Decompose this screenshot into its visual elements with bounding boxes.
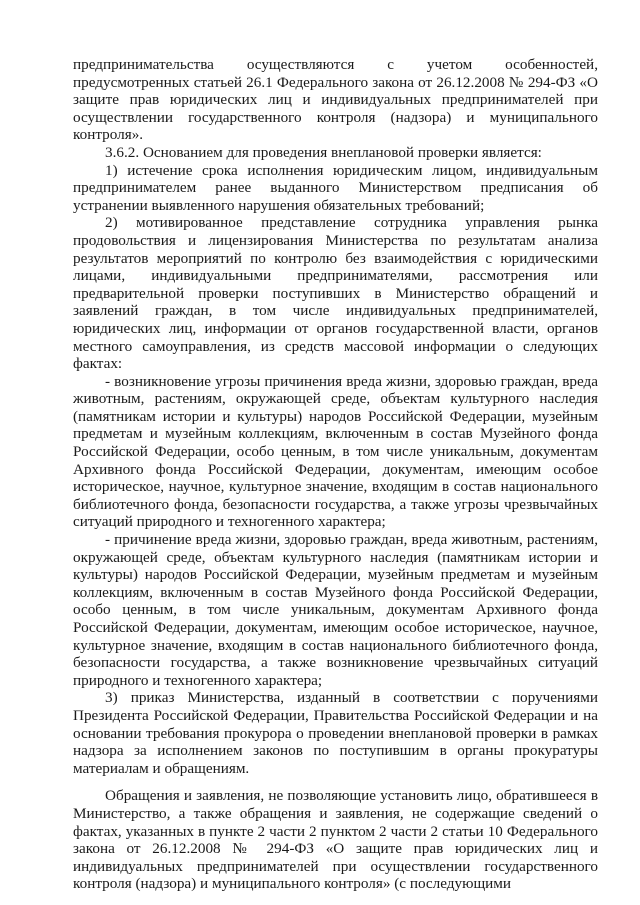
paragraph-continuation: предпринимательства осуществляются с учетом особенностей, предусмотренных статьей 26.1 Федерального закона от 26.12.2008 № 294-ФЗ «О защите прав юридических лиц и индивидуальных предпринимателей при осуществлении государственного контроля (надзора) и муниципального контроля». bbox=[73, 56, 598, 144]
paragraph-appeals: Обращения и заявления, не позволяющие установить лицо, обратившееся в Министерство, а также обращения и заявления, не содержащие сведений о фактах, указанных в пункте 2 части 2 пунктом 2 части 2 статьи 10 Федерального закона от 26.12.2008 № 294-ФЗ «О защите прав юридических лиц и индивидуальных предпринимателей при осуществлении государственного контроля (надзора) и муниципального контроля» (с последующими bbox=[73, 787, 598, 893]
paragraph-section-3-6-2: 3.6.2. Основанием для проведения внеплановой проверки является: bbox=[105, 143, 542, 161]
paragraph-bullet-threat: - возникновение угрозы причинения вреда жизни, здоровью граждан, вреда животным, растениям, окружающей среде, объектам культурного наследия (памятникам истории и культуры) народов Российской Федерации, музейным предметам и музейным коллекциям, включенным в состав Музейного фонда Российской Федерации, особо ценным, в том числе уникальным, документам Архивного фонда Российской Федерации, документам, имеющим особое историческое, научное, культурное значение, входящим в состав национального библиотечного фонда, безопасности государства, а также угрозы чрезвычайных ситуаций природного и техногенного характера; bbox=[73, 372, 598, 531]
paragraph-bullet-harm: - причинение вреда жизни, здоровью граждан, вреда животным, растениям, окружающей среде, объектам культурного наследия (памятникам истории и культуры) народов Российской Федерации, музейным предметам и музейным коллекциям, включенным в состав Музейного фонда Российской Федерации, особо ценным, в том числе уникальным, документам Архивного фонда Российской Федерации, документам, имеющим особое историческое, научное, культурное значение, входящим в состав национального библиотечного фонда, безопасности государства, а также возникновение чрезвычайных ситуаций природного и техногенного характера; bbox=[73, 531, 598, 689]
paragraph-item-3: 3) приказ Министерства, изданный в соответствии с поручениями Президента Российской Федерации, Правительства Российской Федерации и на основании требования прокурора о проведении внеплановой проверки в рамках надзора за исполнением законов по поступившим в органы прокуратуры материалам и обращениям. bbox=[73, 689, 598, 777]
paragraph-item-2: 2) мотивированное представление сотрудника управления рынка продовольствия и лицензирования Министерства по результатам анализа результатов мероприятий по контролю без взаимодействия с юридическими лицами, индивидуальными предпринимателями, рассмотрения или предварительной проверки поступивших в Министерство обращений и заявлений граждан, в том числе индивидуальных предпринимателей, юридических лиц, информации от органов государственной власти, органов местного самоуправления, из средств массовой информации о следующих фактах: bbox=[73, 214, 598, 373]
paragraph-item-1: 1) истечение срока исполнения юридическим лицом, индивидуальным предпринимателем ранее выданного Министерством предписания об устранении выявленного нарушения обязательных требований; bbox=[73, 161, 598, 214]
